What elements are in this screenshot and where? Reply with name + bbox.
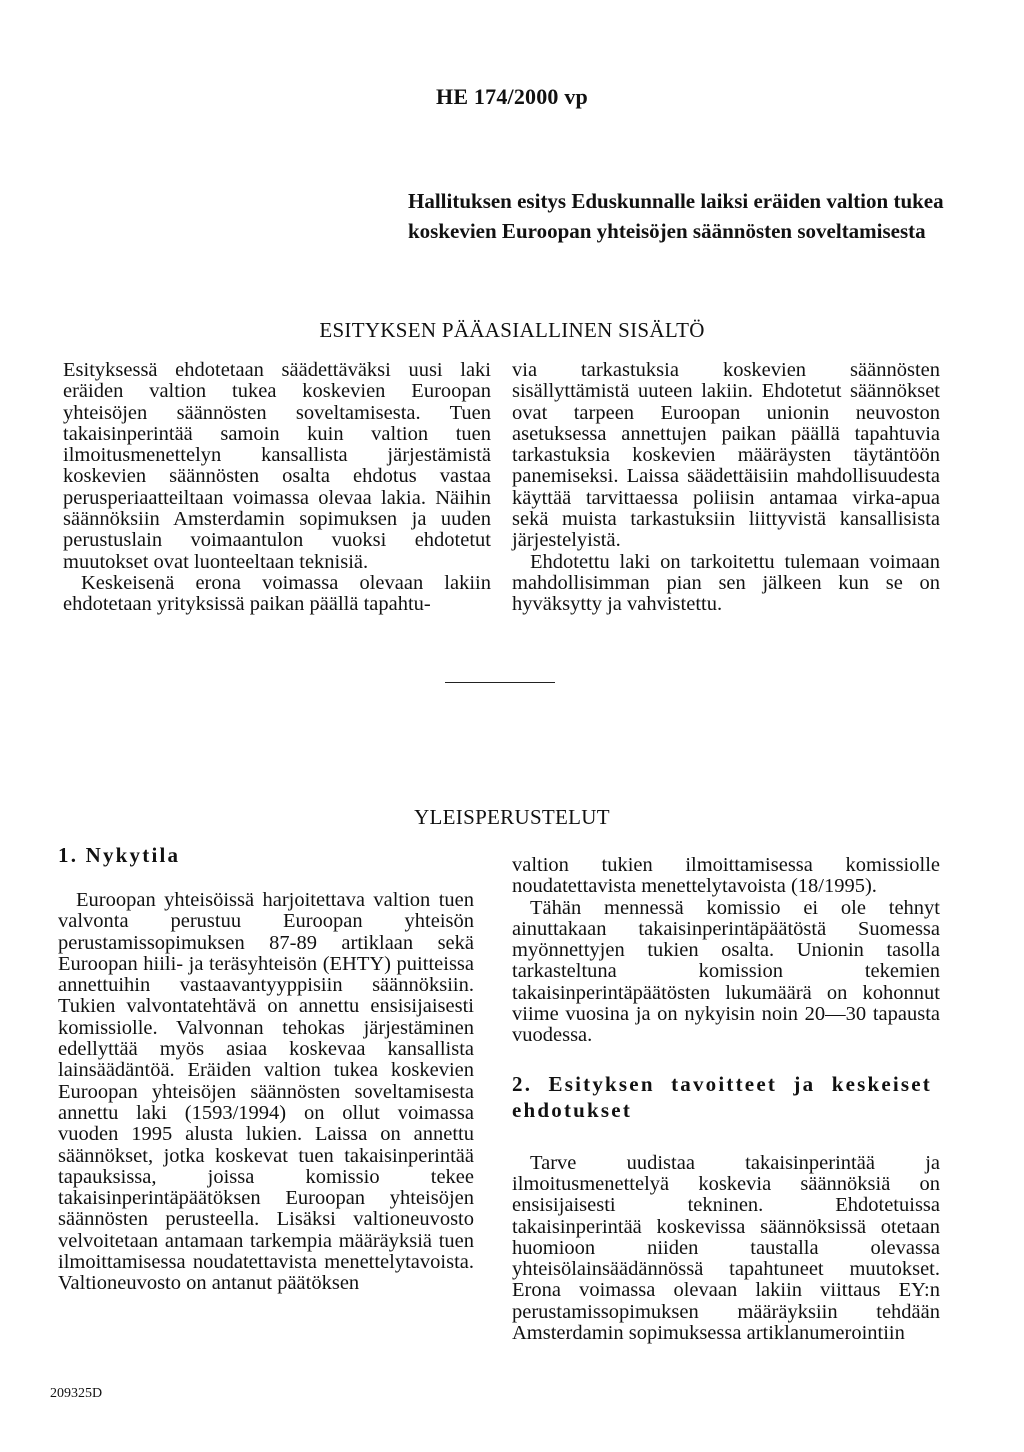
- general-heading: YLEISPERUSTELUT: [414, 805, 610, 829]
- general-right-column: [512, 855, 940, 1344]
- summary-right-paragraph-1: via tarkastuksia koskevien säännösten sisällyttämistä uuteen lakiin. Ehdotetut säännökset ovat tarpeen Euroopan unionin neuvoston asetuksessa annettujen paikan päällä tapahtuvia tarkastuksia koskevien määräysten täytäntöön panemiseksi. Laissa säädettäisiin mahdollisuudesta käyttää tarvittaessa poliisin antamaa virka-apua sekä muista tarkastuksiin liittyvistä kansallisista järjestelyistä.: [512, 359, 940, 552]
- section1-continuation-1: valtion tukien ilmoittamisessa komissiolle noudatettavista menettelytavoista (18/1995).: [512, 854, 940, 898]
- summary-left-paragraph-1: Esityksessä ehdotetaan säädettäväksi uusi laki eräiden valtion tukea koskevien Euroopan yhteisöjen säännösten soveltamisesta. Tuen takaisinperintää samoin kuin valtion tuen ilmoitusmenettelyn kansallista järjestämistä koskevien säännösten osalta ehdotus vastaa perusperiaatteiltaan voimassa olevaa lakia. Näihin säännöksiin Amsterdamin sopimuksen ja uuden perustuslain voimaantulon vuoksi ehdotetut muutokset ovat luonteeltaan teknisiä.: [63, 359, 491, 573]
- summary-right-column: [512, 360, 940, 616]
- summary-left-paragraph-2: Keskeisenä erona voimassa olevaan lakiin ehdotetaan yrityksissä paikan päällä tapahtu-: [63, 571, 491, 616]
- summary-heading: ESITYKSEN PÄÄASIALLINEN SISÄLTÖ: [319, 318, 705, 342]
- general-left-column: [58, 842, 474, 1295]
- document-id: HE 174/2000 vp: [436, 84, 588, 109]
- section1-paragraph-1: Euroopan yhteisöissä harjoitettava valtion tuen valvonta perustuu Euroopan yhteisön perustamissopimuksen 87-89 artiklaan sekä Euroopan hiili- ja teräsyhteisön (EHTY) puitteissa annettuihin vastaavantyyppisiin säännöksiin. Tukien valvontatehtävä on annettu ensisijaisesti komissiolle. Valvonnan tehokas järjestäminen edellyttää myös asiaa koskevaa kansallista lainsäädäntöä. Eräiden valtion tukea koskevien Euroopan yhteisöjen säännösten soveltamisesta annettu laki (1593/1994) on ollut voimassa vuoden 1995 alusta lukien. Laissa on annettu säännökset, jotka koskevat tuen takaisinperintää tapauksissa, joissa komissio tekee takaisinperintäpäätöksen Euroopan yhteisöjen säännösten perusteella. Lisäksi valtioneuvosto velvoitetaan antamaan tarkempia määräyksiä tuen ilmoittamisessa noudatettavista menettelytavoista. Valtioneuvosto on antanut päätöksen: [58, 889, 474, 1295]
- section1-continuation-2: Tähän mennessä komissio ei ole tehnyt ainuttakaan takaisinperintäpäätöstä Suomessa myönnettyjen tukien osalta. Unionin tasolla tarkasteltuna komission tekemien takaisinperintäpäätösten lukumäärä on kohonnut viime vuosina ja on nykyisin noin 20—30 tapausta vuodessa.: [512, 896, 940, 1047]
- document-title: Hallituksen esitys Eduskunnalle laiksi eräiden valtion tukea koskevien Euroopan yhteisöjen säännösten soveltamisesta: [408, 189, 944, 243]
- section2-heading: 2. Esityksen tavoitteet ja keskeiset ehdotukset: [512, 1071, 932, 1122]
- separator-rule: [445, 682, 555, 683]
- print-code: 209325D: [50, 1386, 103, 1401]
- summary-left-column: [63, 360, 491, 616]
- section2-paragraph-1: Tarve uudistaa takaisinperintää ja ilmoitusmenettelyä koskevia säännöksiä on ensisijaisesti tekninen. Ehdotetuissa takaisinperintää koskevissa säännöksissä otetaan huomioon niiden taustalla olevassa yhteisölainsäädännössä tapahtuneet muutokset. Erona voimassa olevaan lakiin viittaus EY:n perustamissopimuksen määräyksiin tehdään Amsterdamin sopimuksessa artiklanumerointiin: [512, 1151, 940, 1345]
- summary-right-paragraph-2: Ehdotettu laki on tarkoitettu tulemaan voimaan mahdollisimman pian sen jälkeen kun se on hyväksytty ja vahvistettu.: [512, 550, 940, 616]
- section1-heading: 1. Nykytila: [58, 843, 181, 867]
